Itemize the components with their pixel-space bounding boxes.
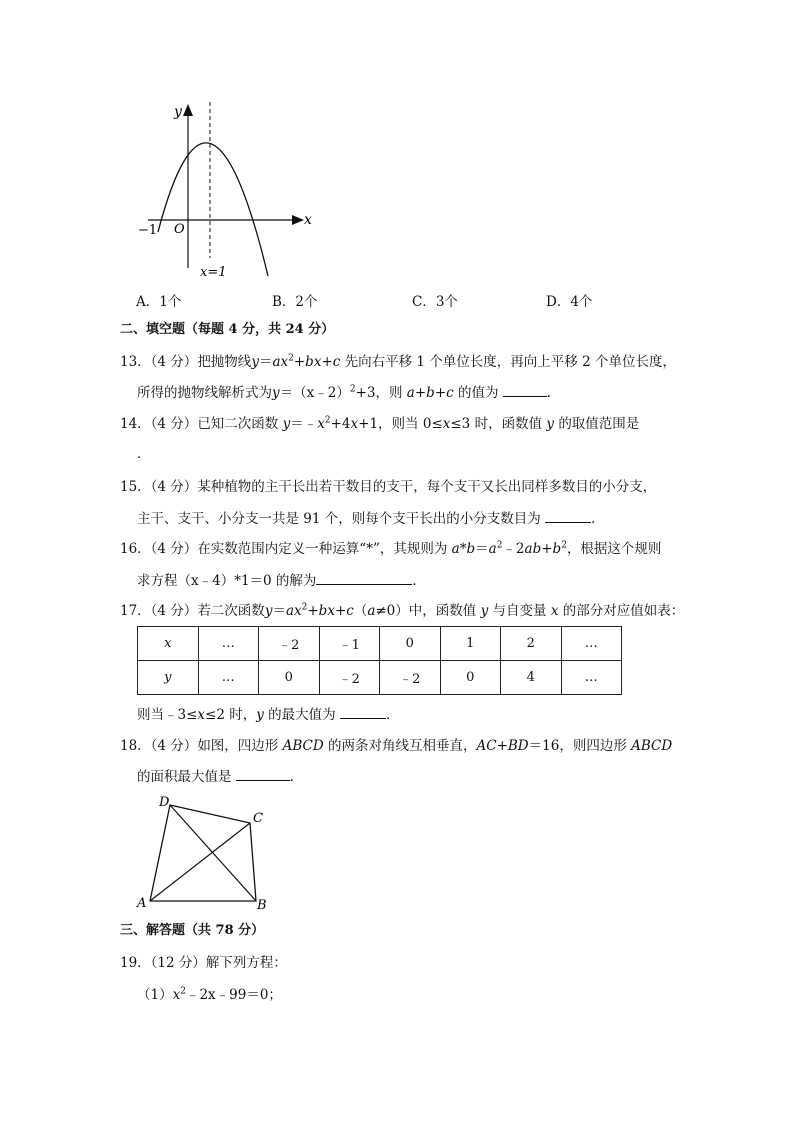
section-2-title: 二、填空题（每题 4 分，共 24 分） xyxy=(120,322,335,337)
table-cell: 0 xyxy=(380,627,441,661)
vertex-label-a: A xyxy=(137,896,147,911)
table-cell: 4 xyxy=(501,661,562,695)
table-cell: ﹣2 xyxy=(380,661,441,695)
q14-line-2: ． xyxy=(137,446,151,462)
q17-answer-blank[interactable] xyxy=(340,704,386,719)
q17-line-1: 17．（4 分）若二次函数$y=ax^2+bx+c(a\ne 0)$中，函数值 y 与自变量 x 的部分对应值如表： xyxy=(120,602,685,619)
q15-answer-blank[interactable] xyxy=(545,508,591,523)
table-cell: … xyxy=(561,661,622,695)
table-cell: … xyxy=(561,627,622,661)
table-cell: y xyxy=(138,661,199,695)
option-a: A．1个 xyxy=(136,294,182,310)
neg-one-label: −1 xyxy=(138,223,158,238)
x-axis-arrow xyxy=(292,215,304,225)
vertex-label-d: D xyxy=(159,795,170,810)
table-cell: 1 xyxy=(440,627,501,661)
q13-answer-blank[interactable] xyxy=(503,382,547,397)
diagonal-bd xyxy=(170,805,256,901)
origin-label: O xyxy=(174,222,185,237)
section-3-title: 三、解答题（共 78 分） xyxy=(120,923,265,938)
q18-line-1: 18．（4 分）如图，四边形 ABCD 的两条对角线互相垂直，AC+BD＝16，则四边形 ABCD xyxy=(120,738,673,754)
table-cell: x xyxy=(138,627,199,661)
q18-answer-blank[interactable] xyxy=(236,766,290,781)
q18-line-2: 的面积最大值是 ． xyxy=(137,766,303,787)
vertex-label-b: B xyxy=(257,898,267,913)
q16-answer-blank[interactable] xyxy=(316,570,412,585)
q17-line-2: 则当﹣3≤x≤2 时，y 的最大值为 ． xyxy=(137,704,399,725)
quadrilateral-outline xyxy=(150,805,256,901)
option-d: D．4个 xyxy=(546,294,593,310)
table-row xyxy=(138,627,622,661)
q13-line-2: 所得的抛物线解析式为y＝（x﹣2）$^2$+3，则 a+b+c 的值为 ． xyxy=(137,382,560,403)
x-label: x xyxy=(304,212,312,228)
table-cell: 0 xyxy=(440,661,501,695)
q17-value-table xyxy=(137,626,622,695)
q16-line-2: 求方程（x﹣4）*1＝0 的解为 ． xyxy=(137,570,426,591)
q19-part-1: $(1)x^2﹣2x﹣99=0$； xyxy=(137,986,282,1003)
y-axis-arrow xyxy=(183,104,193,116)
table-row xyxy=(138,661,622,695)
q19-line-1: 19．（12 分）解下列方程： xyxy=(120,955,287,971)
symmetry-axis-label: x=1 xyxy=(200,265,227,280)
q15-line-1: 15．（4 分）某种植物的主干长出若干数目的支干，每个支干又长出同样多数目的小分支， xyxy=(120,479,657,495)
y-label: y xyxy=(174,104,182,120)
vertex-label-c: C xyxy=(253,811,263,826)
table-cell: 2 xyxy=(501,627,562,661)
q16-line-1: 16．（4 分）在实数范围内定义一种运算“*”，其规则为 $a*b=a^2﹣2ab+b^2$，根据这个规则 xyxy=(120,540,662,557)
q13-line-1: 13．（4 分）把抛物线$y=ax^2+bx+c$ 先向右平移 1 个单位长度，再向上平移 2 个单位长度， xyxy=(120,353,676,370)
table-cell: … xyxy=(198,661,259,695)
q14-line-1: 14．（4 分）已知二次函数 $y=﹣x^2+4x+1$，则当 0≤x≤3 时，函数值 y 的取值范围是 xyxy=(120,415,640,432)
quadrilateral-figure xyxy=(132,792,282,914)
parabola-graph xyxy=(136,96,326,282)
table-cell: ﹣2 xyxy=(319,661,380,695)
option-c: C．3个 xyxy=(412,294,458,310)
parabola-curve xyxy=(158,143,268,276)
option-b: B．2个 xyxy=(272,294,318,310)
table-cell: … xyxy=(198,627,259,661)
table-cell: ﹣1 xyxy=(319,627,380,661)
q15-line-2: 主干、支干、小分支一共是 91 个，则每个支干长出的小分支数目为 ． xyxy=(137,508,605,529)
table-cell: 0 xyxy=(259,661,320,695)
table-cell: ﹣2 xyxy=(259,627,320,661)
diagonal-ac xyxy=(150,823,250,901)
